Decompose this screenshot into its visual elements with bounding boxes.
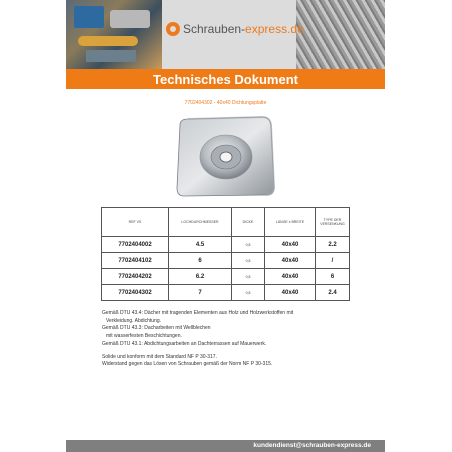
header-banner xyxy=(66,0,385,69)
brand-logo xyxy=(166,22,304,36)
table-header-row xyxy=(102,208,350,237)
standards-notes xyxy=(102,310,372,369)
spec-table xyxy=(101,207,350,301)
note-line: Gemäß DTU 43.3: Dacharbeiten mit Wellblechen xyxy=(102,325,211,332)
note-line: Solide und konform mit dem Standard NF P 30-317. xyxy=(102,353,217,360)
note-line: Widerstand gegen das Lösen von Schrauben gemäß der Norm NF P 30-315. xyxy=(102,361,273,368)
note-line: Gemäß DTU 43.4: Dächer mit tragenden Elementen aus Holz und Holzwerkstoffen mit xyxy=(102,310,294,316)
document-page xyxy=(66,0,385,452)
note-line: mit wasserfesten Beschichtungen. xyxy=(106,333,182,340)
col-length-width: LÄNGE x BREITE xyxy=(265,208,316,237)
contact-email[interactable]: kundendienst@schrauben-express.de xyxy=(253,442,371,449)
logo-icon xyxy=(166,22,180,36)
brand-name: Schrauben-express.de xyxy=(183,22,304,36)
sealing-plate-image xyxy=(174,115,278,199)
note-line: Gemäß DTU 43.1: Abdichtungsarbeiten an Dachterrassen auf Mauerwerk. xyxy=(102,340,267,347)
table-row: 7702404302 7 0,8 40x40 2.4 xyxy=(102,285,350,301)
tools-photo xyxy=(66,0,162,69)
table-row: 7702404002 4.5 0,8 40x40 2.2 xyxy=(102,237,350,253)
document-title: Technisches Dokument xyxy=(153,71,298,87)
screws-photo xyxy=(296,0,385,69)
product-subtitle: 7702404302 - 40x40 Dichtungsplatte xyxy=(184,100,267,106)
note-line: Verkleidung. Abdichtung. xyxy=(106,317,162,324)
col-hole-diameter: LOCHDURCHMESSER xyxy=(169,208,232,237)
table-row: 7702404102 6 0,8 40x40 / xyxy=(102,253,350,269)
table-row: 7702404202 6.2 0,8 40x40 6 xyxy=(102,269,350,285)
col-countersink-type: TYPE DER VERSENKUNG xyxy=(316,208,350,237)
footer-bar xyxy=(66,440,385,452)
col-thickness: DICKE xyxy=(232,208,265,237)
title-bar xyxy=(66,69,385,89)
col-ref: REF VS xyxy=(102,208,169,237)
